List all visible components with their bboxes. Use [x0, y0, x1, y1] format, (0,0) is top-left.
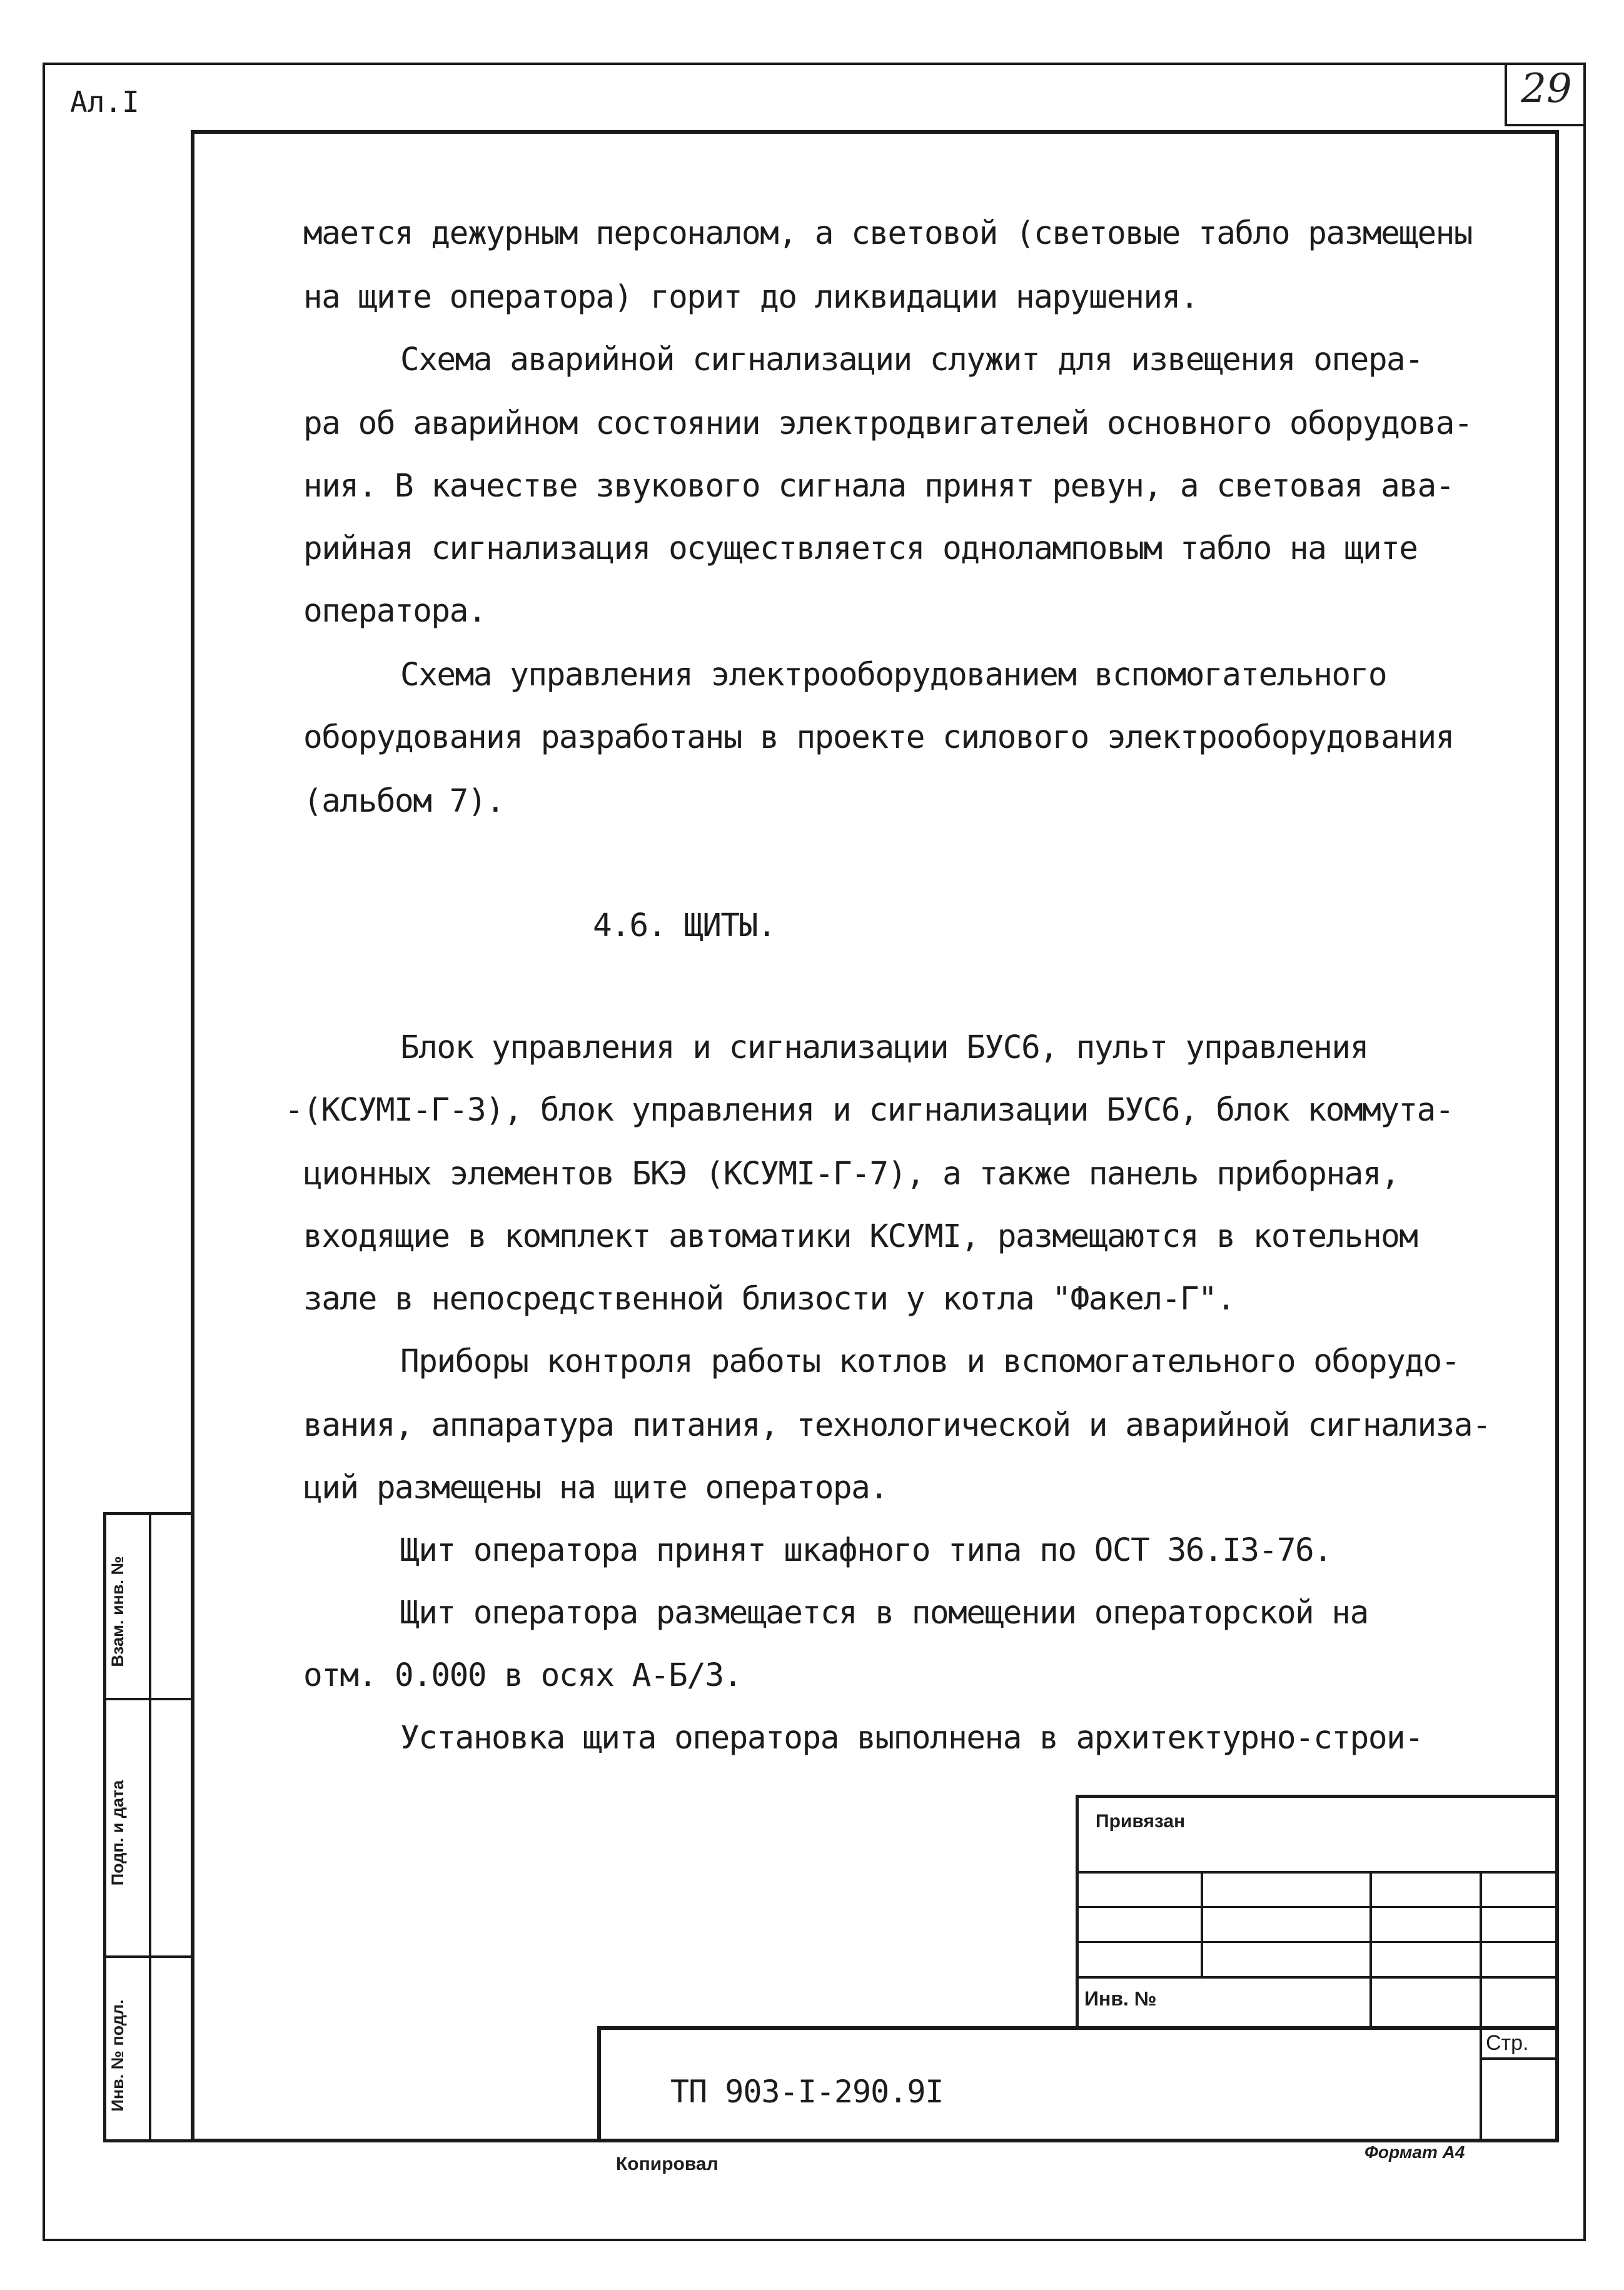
text-line: оператора. — [303, 593, 487, 630]
text-line: Приборы контроля работы котлов и вспомогательного оборудо- — [400, 1343, 1460, 1380]
text-line: Установка щита оператора выполнена в архитектурно-строи- — [400, 1720, 1423, 1757]
text-line: мается дежурным персоналом, а световой (световые табло размещены — [303, 215, 1473, 252]
text-line: рийная сигнализация осуществляется одноламповым табло на щите — [303, 530, 1418, 567]
section-heading: (альбом 7). — [303, 783, 505, 820]
text-line: ра об аварийном состоянии электродвигателей основного оборудова- — [303, 405, 1473, 442]
document-code: ТП 903-I-290.9I — [670, 2074, 944, 2110]
text-line: Блок управления и сигнализации БУС6, пульт управления — [400, 1029, 1368, 1066]
section-heading: 4.6. ЩИТЫ. — [593, 907, 776, 944]
text-line: ния. В качестве звукового сигнала принят ревун, а световая ава- — [303, 468, 1454, 505]
text-line: зале в непосредственной близости у котла "Факел-Г". — [303, 1281, 1235, 1318]
page-str-label: Стр. — [1486, 2031, 1529, 2055]
text-line: Схема управления электрооборудованием вспомогательного — [400, 657, 1387, 694]
text-line: ционных элементов БКЭ (КСУМI-Г-7), а также панель приборная, — [303, 1156, 1400, 1193]
text-line: отм. 0.000 в осях А-Б/3. — [303, 1657, 742, 1694]
text-line: вания, аппаратура питания, технологической и аварийной сигнализа- — [303, 1407, 1491, 1444]
privyazan-label: Привязан — [1096, 1811, 1186, 1832]
inv-no-label: Инв. № — [1084, 1987, 1157, 2010]
kopiroval-label: Копировал — [616, 2154, 719, 2174]
text-line: -(КСУМI-Г-3), блок управления и сигнализации БУС6, блок коммута- — [285, 1092, 1454, 1129]
text-line: Щит оператора размещается в помещении операторской на — [400, 1595, 1368, 1632]
text-line: Щит оператора принят шкафного типа по ОСТ 36.I3-76. — [400, 1532, 1332, 1569]
album-label: Ал.I — [70, 85, 139, 119]
side-stamp-vzam-inv: Взам. инв. № — [108, 1556, 127, 1667]
side-stamp-inv-podl: Инв. № подл. — [108, 1999, 127, 2112]
page-number: 29 — [1521, 66, 1572, 112]
text-line: ций размещены на щите оператора. — [303, 1470, 888, 1506]
text-line: входящие в комплект автоматики КСУМI, размещаются в котельном — [303, 1218, 1418, 1255]
text-line: оборудования разработаны в проекте силового электрооборудования — [303, 719, 1454, 756]
text-line: Схема аварийной сигнализации служит для извещения опера- — [400, 341, 1423, 378]
format-label: Формат А4 — [1364, 2142, 1465, 2162]
side-stamp-podp-data: Подп. и дата — [108, 1780, 127, 1886]
text-line: на щите оператора) горит до ликвидации нарушения. — [303, 279, 1199, 316]
